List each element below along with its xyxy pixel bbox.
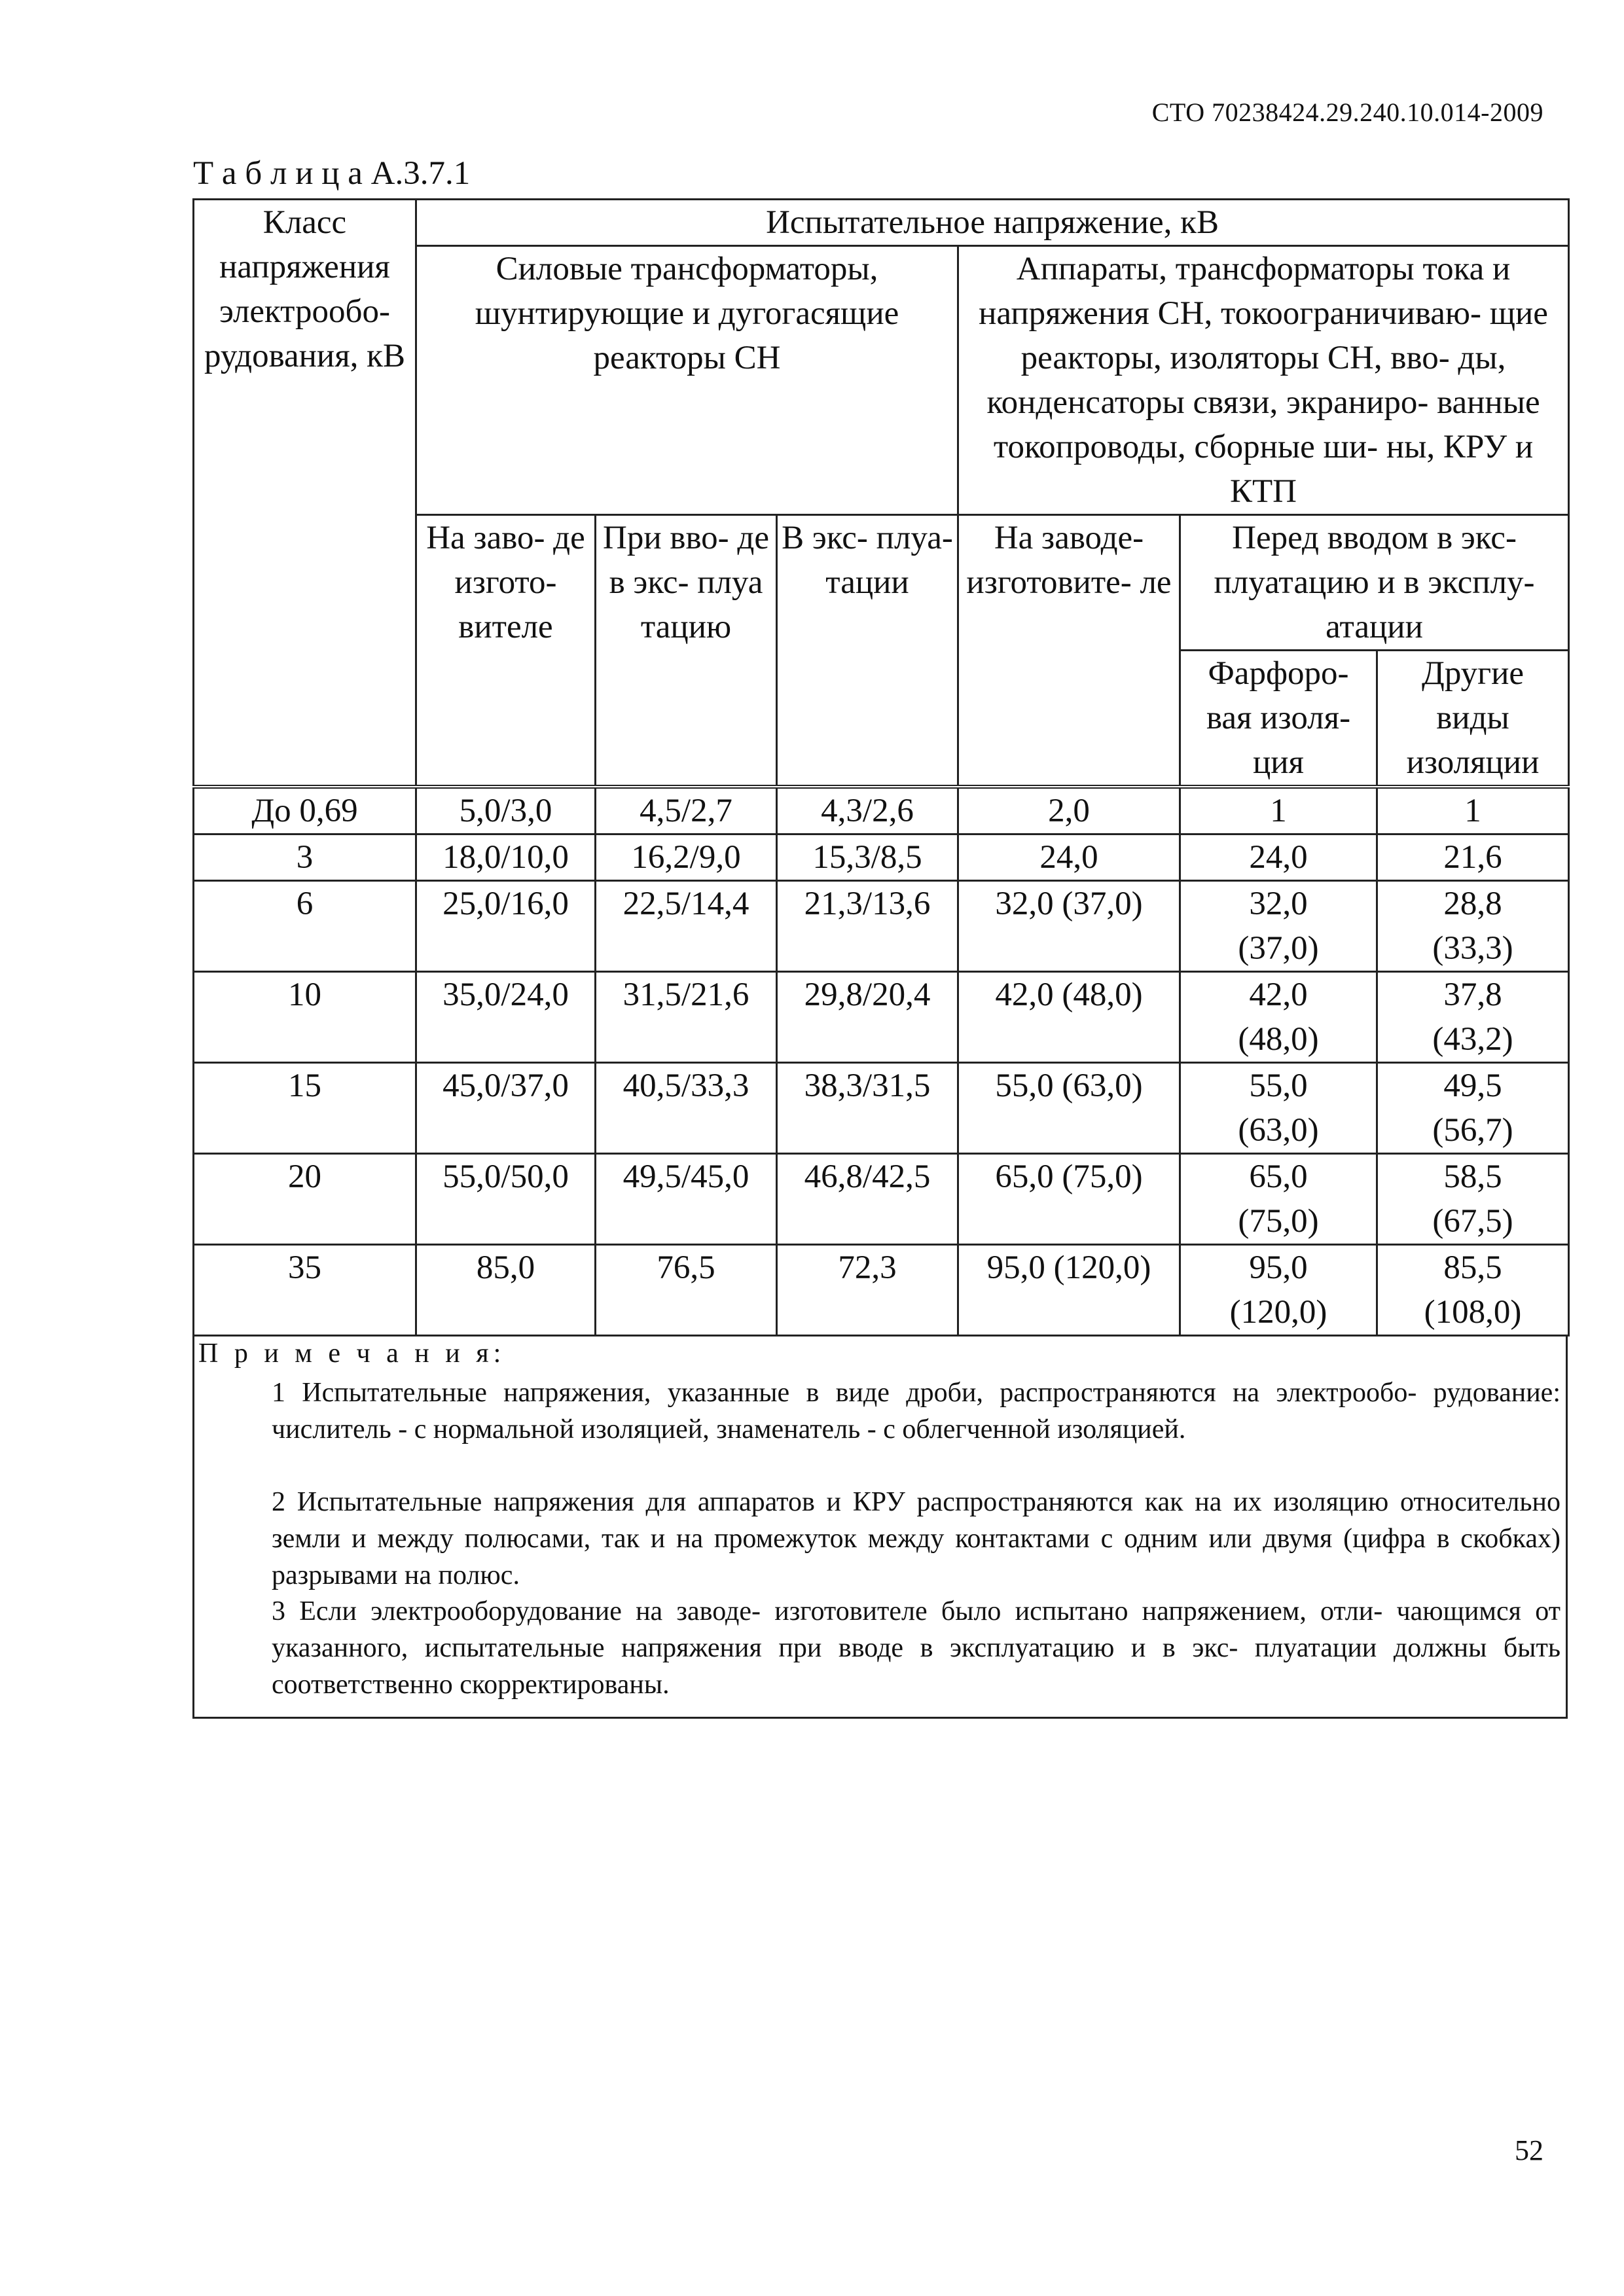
voltage-class-cell: 15 <box>194 1063 416 1154</box>
header-test-voltage: Испытательное напряжение, кВ <box>416 200 1569 246</box>
value-cell: 46,8/42,5 <box>777 1154 958 1245</box>
voltage-class-cell: 6 <box>194 881 416 972</box>
value-cell: 40,5/33,3 <box>596 1063 777 1154</box>
value-main: 65,0 <box>1249 1158 1308 1195</box>
value-bracket: (75,0) <box>1238 1203 1319 1240</box>
value-cell <box>1180 972 1377 1063</box>
value-bracket: (37,0) <box>1238 930 1319 967</box>
value-cell: 29,8/20,4 <box>777 972 958 1063</box>
value-cell: 65,0 (75,0) <box>958 1154 1180 1245</box>
value-cell: 45,0/37,0 <box>416 1063 596 1154</box>
value-cell <box>1180 881 1377 972</box>
value-cell: 95,0 (120,0) <box>958 1245 1180 1336</box>
header-transformers-group: Силовые трансформаторы, шунтирующие и дугогасящие реакторы СН <box>416 246 958 515</box>
test-voltage-table <box>192 198 1570 1336</box>
value-cell: 72,3 <box>777 1245 958 1336</box>
table-row <box>194 787 1569 834</box>
header-in-operation: В экс- плуа- тации <box>777 515 958 787</box>
value-cell: 16,2/9,0 <box>596 834 777 881</box>
value-main: 32,0 <box>1249 886 1308 922</box>
value-cell <box>1377 881 1569 972</box>
value-cell: 4,3/2,6 <box>777 787 958 834</box>
value-main: 1 <box>1464 793 1481 829</box>
value-cell: 55,0/50,0 <box>416 1154 596 1245</box>
header-at-factory-apparatus: На заводе- изготовите- ле <box>958 515 1180 787</box>
header-before-commissioning: Перед вводом в экс- плуатацию и в эксплу- атации <box>1180 515 1569 651</box>
note-item: 3 Если электрооборудование на заводе- изготовителе было испытано напряжением, отли- чающимся от указанного, испытательные напряжения при вводе в эксплуатацию и в экс- плуатации должны быть соответственно скорректированы. <box>272 1596 1561 1700</box>
value-bracket: (56,7) <box>1432 1112 1513 1149</box>
header-at-factory: На заво- де изгото- вителе <box>416 515 596 787</box>
note-item: 2 Испытательные напряжения для аппаратов и КРУ распространяются как на их изоляцию относительно земли и между полюсами, так и на промежуток между контактами с одним или двумя (цифра в скобках) разрывами на полюс. <box>272 1487 1561 1590</box>
value-bracket: (120,0) <box>1229 1294 1327 1331</box>
value-cell <box>1377 787 1569 834</box>
value-cell: 2,0 <box>958 787 1180 834</box>
value-main: 28,8 <box>1443 886 1502 922</box>
page-number: 52 <box>1515 2134 1543 2166</box>
value-main: 37,8 <box>1443 977 1502 1013</box>
value-cell: 4,5/2,7 <box>596 787 777 834</box>
value-cell: 55,0 (63,0) <box>958 1063 1180 1154</box>
value-cell: 5,0/3,0 <box>416 787 596 834</box>
test-voltage-table-container <box>192 198 1568 1719</box>
value-bracket: (43,2) <box>1432 1021 1513 1058</box>
value-cell <box>1377 1063 1569 1154</box>
value-main: 85,5 <box>1443 1249 1502 1286</box>
header-voltage-class: Класс напряжения электрообо- рудования, кВ <box>194 200 416 787</box>
note-item: 1 Испытательные напряжения, указанные в виде дроби, распространяются на электрообо- рудование: числитель - с нормальной изоляцией, знаменатель - с облегченной изоляцией. <box>272 1378 1561 1444</box>
value-cell: 42,0 (48,0) <box>958 972 1180 1063</box>
table-row <box>194 834 1569 881</box>
table-caption: Т а б л и ц а А.3.7.1 <box>193 155 471 192</box>
voltage-class-cell: До 0,69 <box>194 787 416 834</box>
value-cell: 15,3/8,5 <box>777 834 958 881</box>
table-row <box>194 1154 1569 1245</box>
header-porcelain-insulation: Фарфоро- вая изоля- ция <box>1180 651 1377 787</box>
value-main: 42,0 <box>1249 977 1308 1013</box>
value-bracket: (48,0) <box>1238 1021 1319 1058</box>
value-cell: 85,0 <box>416 1245 596 1336</box>
value-main: 21,6 <box>1443 839 1502 876</box>
value-cell: 22,5/14,4 <box>596 881 777 972</box>
value-cell <box>1377 834 1569 881</box>
voltage-class-cell: 35 <box>194 1245 416 1336</box>
value-main: 55,0 <box>1249 1067 1308 1104</box>
notes-title: П р и м е ч а н и я: <box>198 1338 506 1369</box>
table-row <box>194 1063 1569 1154</box>
header-other-insulation: Другие виды изоляции <box>1377 651 1569 787</box>
document-code: СТО 70238424.29.240.10.014-2009 <box>1151 98 1543 127</box>
table-row <box>194 1245 1569 1336</box>
value-cell <box>1180 834 1377 881</box>
value-cell: 76,5 <box>596 1245 777 1336</box>
value-cell: 21,3/13,6 <box>777 881 958 972</box>
value-cell: 35,0/24,0 <box>416 972 596 1063</box>
value-cell: 49,5/45,0 <box>596 1154 777 1245</box>
header-at-commissioning: При вво- де в экс- плуа тацию <box>596 515 777 787</box>
value-bracket: (67,5) <box>1432 1203 1513 1240</box>
value-cell: 18,0/10,0 <box>416 834 596 881</box>
value-cell <box>1180 1245 1377 1336</box>
value-cell: 31,5/21,6 <box>596 972 777 1063</box>
value-cell <box>1180 1063 1377 1154</box>
value-cell <box>1377 1245 1569 1336</box>
table-row <box>194 972 1569 1063</box>
table-row <box>194 881 1569 972</box>
value-bracket: (108,0) <box>1424 1294 1522 1331</box>
value-cell: 24,0 <box>958 834 1180 881</box>
header-apparatus-group: Аппараты, трансформаторы тока и напряжения СН, токоограничиваю- щие реакторы, изоляторы СН, вво- ды, конденсаторы связи, экраниро- ванные токопроводы, сборные ши- ны, КРУ и КТП <box>958 246 1569 515</box>
value-bracket: (33,3) <box>1432 930 1513 967</box>
value-cell: 25,0/16,0 <box>416 881 596 972</box>
value-cell: 32,0 (37,0) <box>958 881 1180 972</box>
value-bracket: (63,0) <box>1238 1112 1319 1149</box>
value-main: 95,0 <box>1249 1249 1308 1286</box>
value-main: 58,5 <box>1443 1158 1502 1195</box>
value-main: 49,5 <box>1443 1067 1502 1104</box>
notes-section <box>192 1336 1568 1719</box>
voltage-class-cell: 20 <box>194 1154 416 1245</box>
value-cell: 38,3/31,5 <box>777 1063 958 1154</box>
value-main: 24,0 <box>1249 839 1308 876</box>
value-cell <box>1180 787 1377 834</box>
voltage-class-cell: 10 <box>194 972 416 1063</box>
value-cell <box>1377 972 1569 1063</box>
voltage-class-cell: 3 <box>194 834 416 881</box>
value-cell <box>1180 1154 1377 1245</box>
value-main: 1 <box>1270 793 1287 829</box>
value-cell <box>1377 1154 1569 1245</box>
